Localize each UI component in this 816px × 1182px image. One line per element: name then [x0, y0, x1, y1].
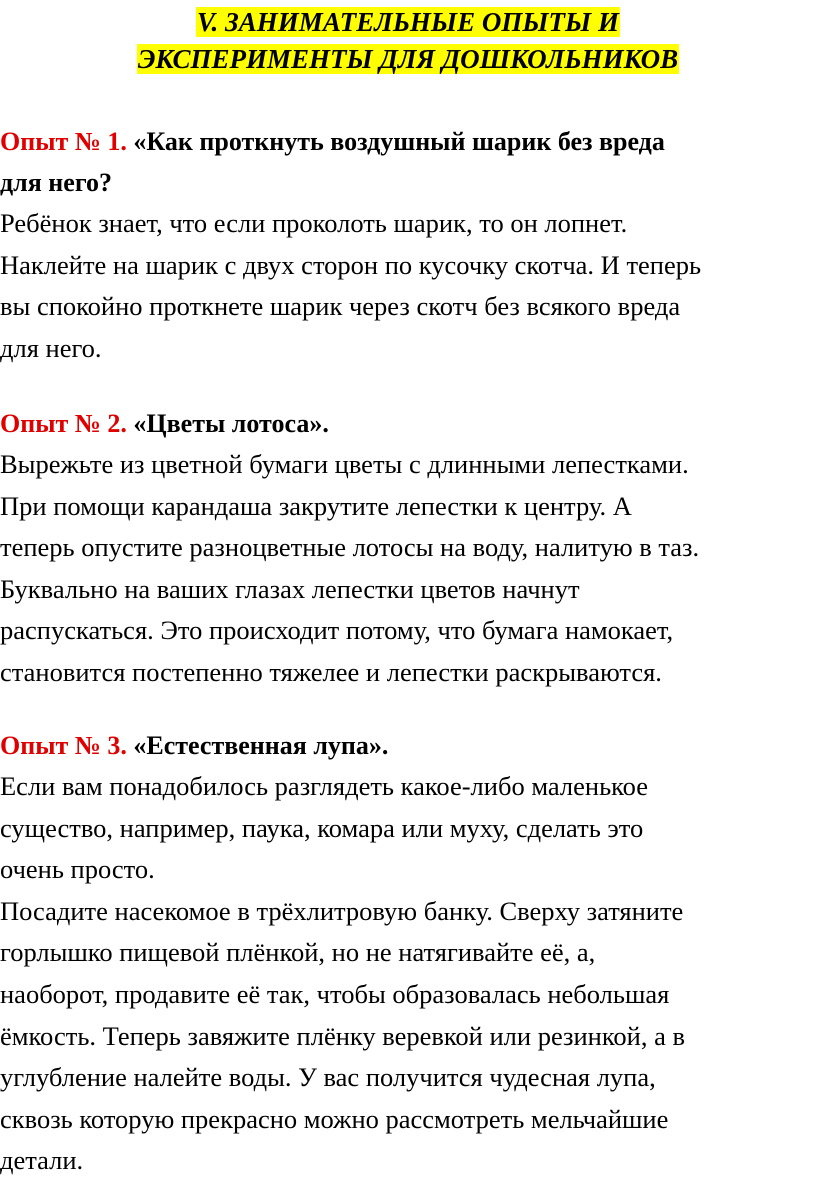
- experiment-paragraph: [0, 203, 810, 369]
- experiment-2: [0, 403, 810, 694]
- text-line: наоборот, продавите её так, чтобы образовалась небольшая: [0, 978, 670, 1009]
- text-line: При помощи карандаша закрутите лепестки к центру. А: [0, 490, 632, 521]
- experiment-title-line: для него?: [0, 168, 112, 197]
- text-line: распускаться. Это происходит потому, что бумага намокает,: [0, 615, 674, 646]
- experiment-1: [0, 121, 810, 369]
- experiment-title-line: «Цветы лотоса».: [133, 409, 329, 438]
- text-line: Посадите насекомое в трёхлитровую банку. Сверху затяните: [0, 895, 684, 926]
- text-line: детали.: [0, 1145, 84, 1176]
- experiment-paragraph: [0, 766, 810, 891]
- experiment-3: [0, 725, 810, 1182]
- text-line: углубление налейте воды. У вас получится чудесная лупа,: [0, 1062, 656, 1093]
- section-heading: [0, 4, 816, 78]
- text-line: Наклейте на шарик с двух сторон по кусочку скотча. И теперь: [0, 249, 702, 280]
- text-line: Буквально на ваших глазах лепестки цветов начнут: [0, 573, 580, 604]
- experiment-title-line: «Как проткнуть воздушный шарик без вреда: [133, 127, 665, 156]
- text-line: Если вам понадобилось разглядеть какое-либо маленькое: [0, 771, 649, 801]
- experiment-number: Опыт № 2.: [0, 409, 127, 438]
- experiment-title: [0, 725, 810, 766]
- experiment-title-line: «Естественная лупа».: [133, 731, 389, 760]
- text-line: ёмкость. Теперь завяжите плёнку веревкой или резинкой, а в: [0, 1020, 685, 1051]
- text-line: Ребёнок знает, что если проколоть шарик, то он лопнет.: [0, 208, 628, 238]
- experiment-paragraph: [0, 444, 810, 694]
- text-line: для него.: [0, 332, 102, 363]
- experiment-number: Опыт № 3.: [0, 731, 127, 760]
- text-line: очень просто.: [0, 854, 155, 885]
- heading-line-1: V. ЗАНИМАТЕЛЬНЫЕ ОПЫТЫ И: [197, 7, 619, 37]
- text-line: теперь опустите разноцветные лотосы на воду, налитую в таз.: [0, 532, 700, 563]
- text-line: вы спокойно проткнете шарик через скотч без всякого вреда: [0, 291, 681, 322]
- text-line: Вырежьте из цветной бумаги цветы с длинными лепестками.: [0, 449, 689, 479]
- heading-line-2: ЭКСПЕРИМЕНТЫ ДЛЯ ДОШКОЛЬНИКОВ: [137, 44, 679, 74]
- experiment-title: [0, 403, 810, 444]
- text-line: становится постепенно тяжелее и лепестки раскрываются.: [0, 656, 662, 687]
- experiment-paragraph: [0, 891, 810, 1182]
- text-line: существо, например, паука, комара или муху, сделать это: [0, 812, 644, 843]
- experiment-number: Опыт № 1.: [0, 127, 127, 156]
- text-line: сквозь которую прекрасно можно рассмотреть мельчайшие: [0, 1103, 669, 1134]
- text-line: горлышко пищевой плёнкой, но не натягивайте её, а,: [0, 937, 596, 968]
- experiment-title: [0, 121, 810, 203]
